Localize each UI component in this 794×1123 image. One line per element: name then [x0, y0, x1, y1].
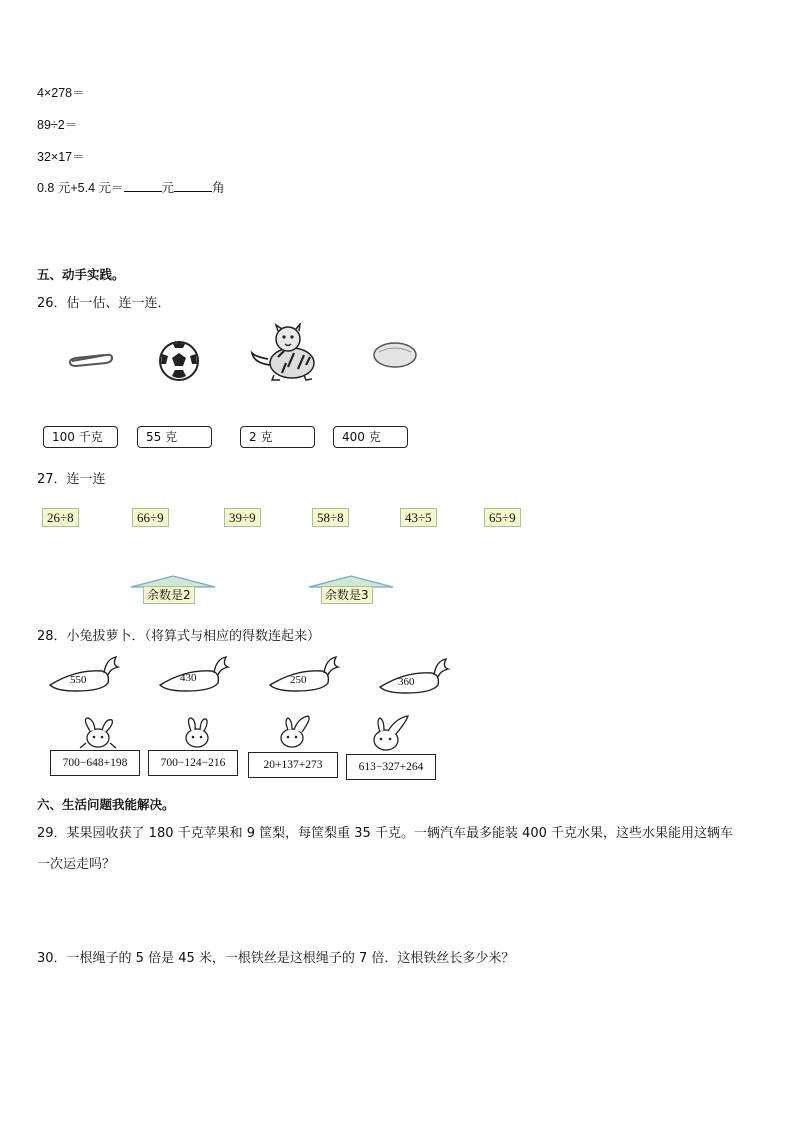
q29-line-1: 29．某果园收获了 180 千克苹果和 9 筐梨，每筐梨重 35 千克。一辆汽车最多能装 400 千克水果，这些水果能用这辆车: [37, 826, 734, 841]
carrot-4[interactable]: [376, 657, 452, 700]
q30-text: 30．一根绳子的 5 倍是 45 米，一根铁丝是这根绳子的 7 倍．这根铁丝长多少米？: [37, 951, 515, 966]
carrot-number: 550: [70, 674, 87, 686]
weight-box-2[interactable]: 55 克: [137, 426, 212, 448]
q29-line-2: 一次运走吗？: [37, 857, 116, 872]
yuan-blank[interactable]: [124, 179, 162, 192]
tiger-icon: [248, 323, 320, 381]
yuan-unit: 元: [161, 181, 175, 195]
section5-heading: 五、动手实践。: [37, 267, 125, 282]
carrot-number: 430: [180, 672, 197, 684]
rabbit-icon: [176, 716, 218, 750]
calc-line-4: [37, 178, 225, 196]
rabbit-icon: [366, 714, 412, 752]
jiao-unit: 角: [212, 181, 225, 195]
rabbit-icon: [272, 714, 318, 750]
paperclip-icon: [66, 350, 116, 368]
remainder-label-2[interactable]: 余数是3: [321, 586, 373, 604]
expression-5[interactable]: 43÷5: [400, 508, 437, 527]
weight-box-1[interactable]: 100 千克: [43, 426, 118, 448]
equation-sign-4[interactable]: 613−327+264: [346, 754, 436, 780]
equation-sign-2[interactable]: 700−124−216: [148, 750, 238, 776]
section6-heading: 六、生活问题我能解决。: [37, 797, 175, 812]
equation-sign-3[interactable]: 20+137+273: [248, 752, 338, 778]
melon-seed-icon: [371, 340, 419, 370]
expression-4[interactable]: 58÷8: [312, 508, 349, 527]
weight-box-3[interactable]: 2 克: [240, 426, 315, 448]
soccer-ball-icon: [158, 340, 200, 382]
carrot-1[interactable]: [46, 655, 122, 698]
expression-3[interactable]: 39÷9: [224, 508, 261, 527]
carrot-number: 360: [398, 676, 415, 688]
expression-2[interactable]: 66÷9: [132, 508, 169, 527]
jiao-blank[interactable]: [174, 179, 212, 192]
equation-sign-1[interactable]: 700−648+198: [50, 750, 140, 776]
money-expression: 0.8 元+5.4 元＝: [37, 181, 124, 195]
expression-6[interactable]: 65÷9: [484, 508, 521, 527]
carrot-3[interactable]: [266, 655, 342, 698]
calc-line-1: 4×278＝: [37, 86, 85, 100]
remainder-label-1[interactable]: 余数是2: [143, 586, 195, 604]
calc-line-3: 32×17＝: [37, 150, 85, 164]
rabbit-icon: [76, 716, 118, 750]
weight-box-4[interactable]: 400 克: [333, 426, 408, 448]
carrot-2[interactable]: [156, 655, 232, 698]
q26-text: 26．估一估、连一连．: [37, 296, 171, 311]
carrot-number: 250: [290, 674, 307, 686]
calc-line-2: 89÷2＝: [37, 118, 78, 132]
q27-text: 27．连一连: [37, 472, 106, 487]
expression-1[interactable]: 26÷8: [42, 508, 79, 527]
q28-text: 28．小兔拔萝卜．（将算式与相应的得数连起来）: [37, 629, 321, 644]
